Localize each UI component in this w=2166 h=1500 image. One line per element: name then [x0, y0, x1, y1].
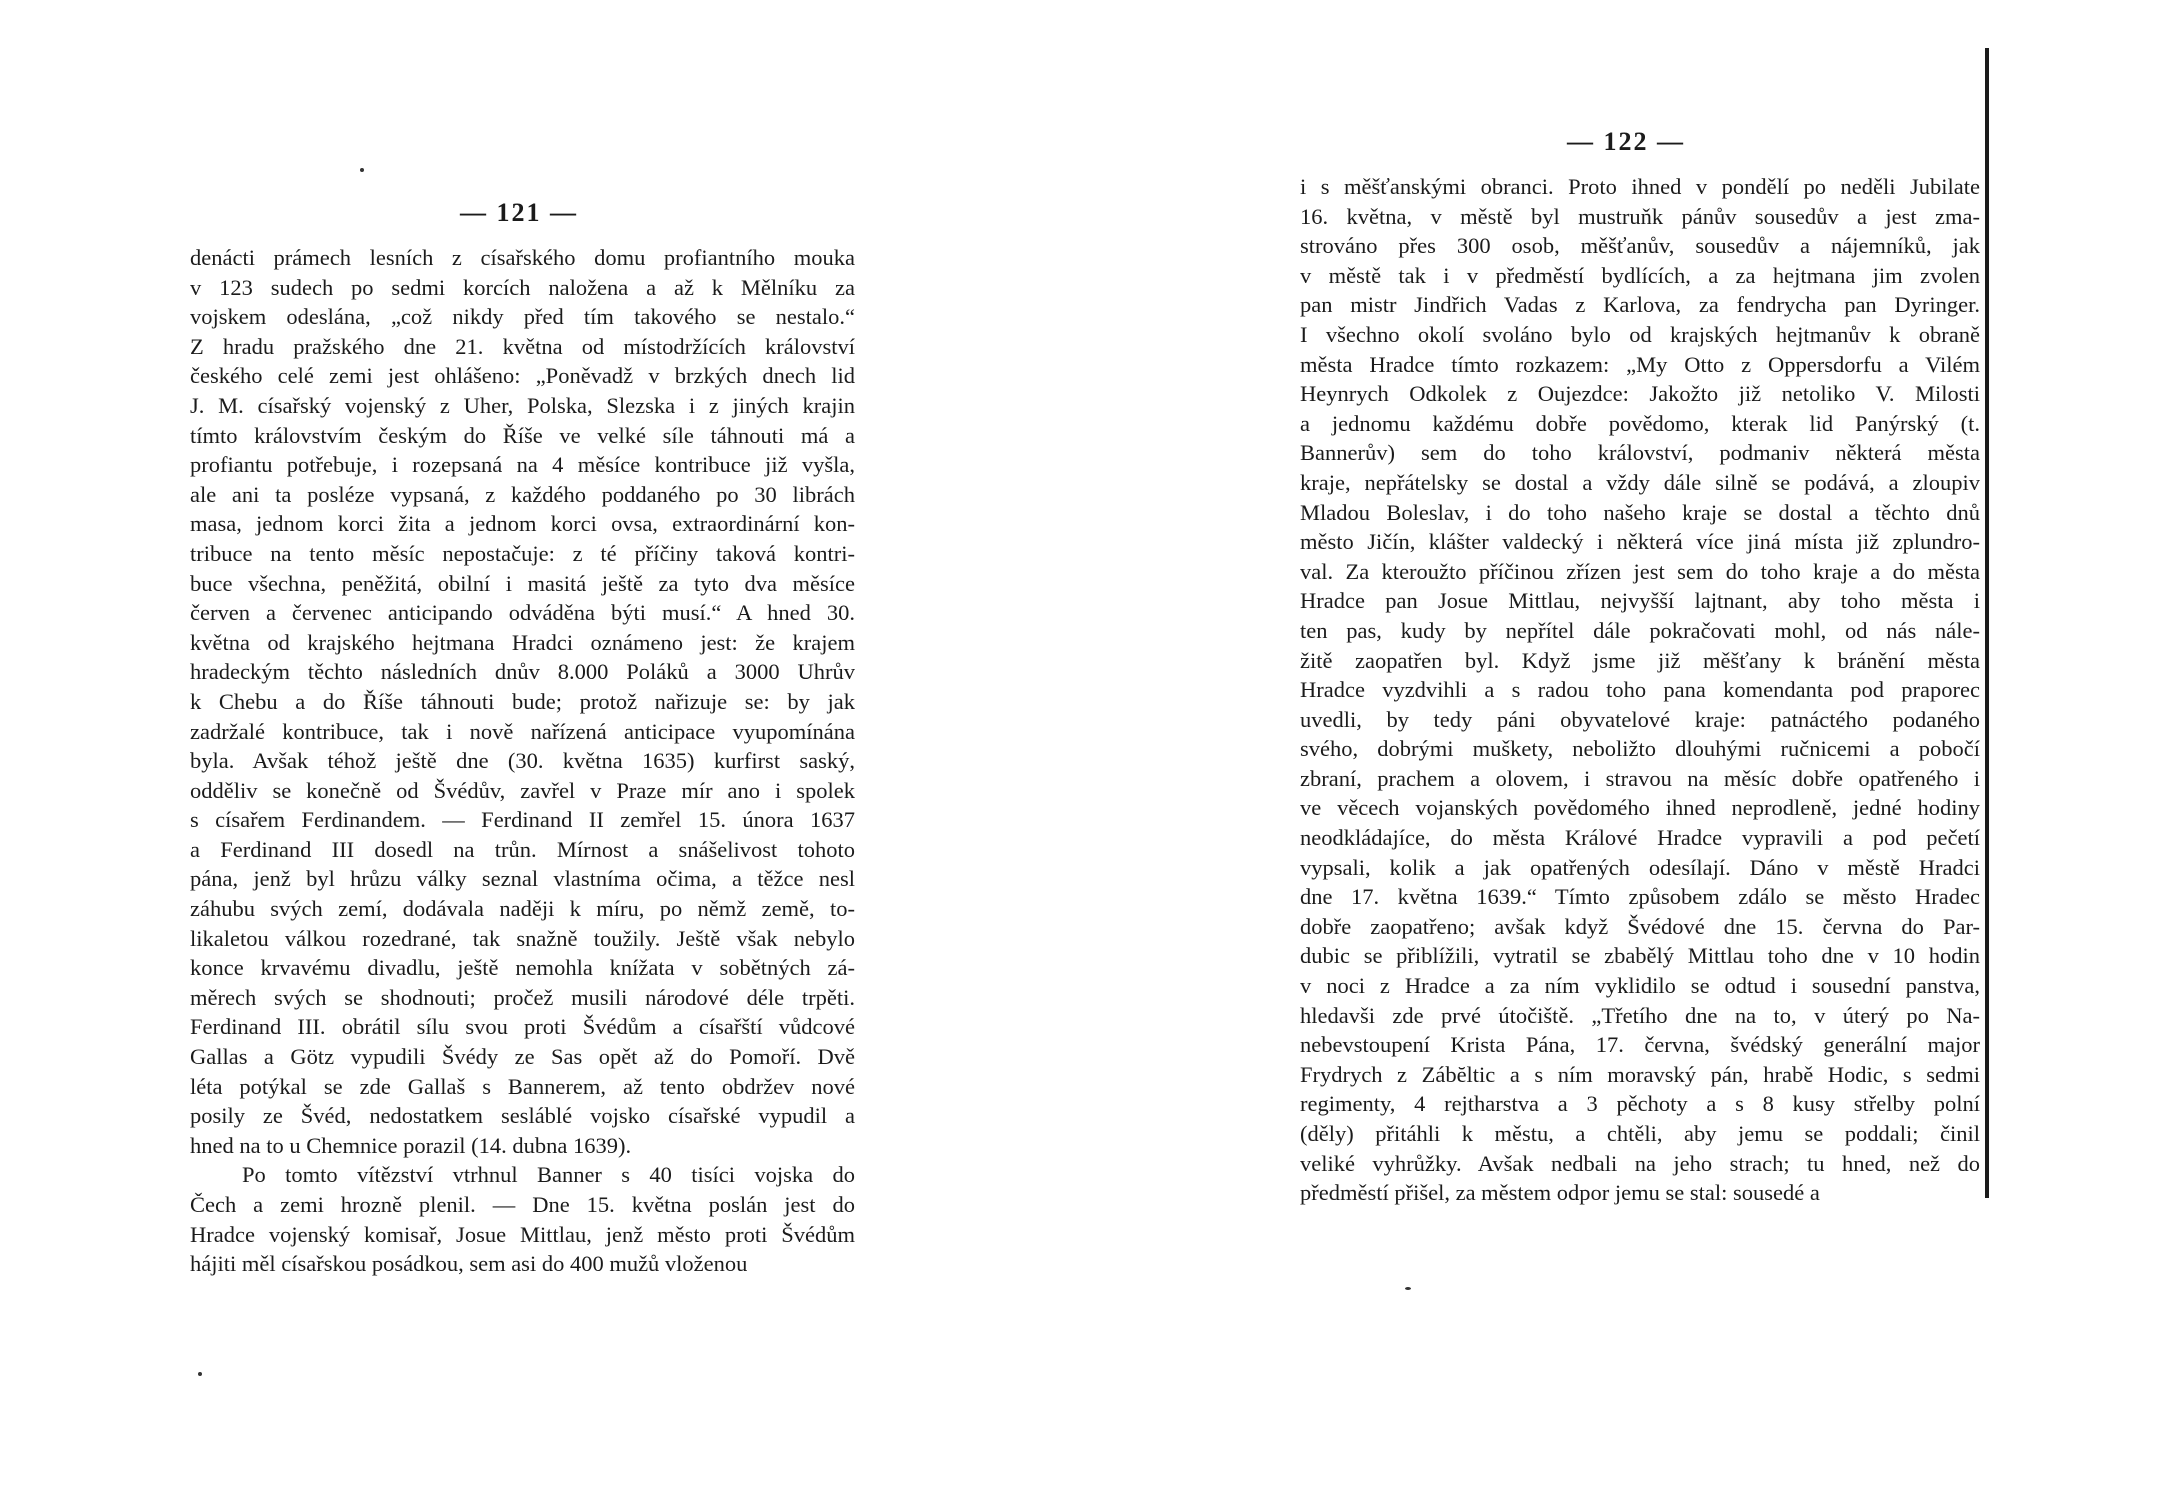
text-line: měrech svých se shodnouti; pročež musili národové déle trpěti.: [190, 984, 855, 1010]
text-line: předměstí přišel, za městem odpor jemu se stal: sousedé a: [1300, 1180, 1820, 1206]
text-line: 16. května, v městě byl mustruňk pánův sousedův a jest zma-: [1300, 203, 1980, 229]
text-line: záhubu svých zemí, dodávala naději k míru, po němž země, to-: [190, 896, 855, 922]
text-line: Hradce pan Josue Mittlau, nejvyšší lajtnant, aby toho města i: [1300, 588, 1980, 614]
text-line: Po tomto vítězství vtrhnul Banner s 40 tisíci vojska do: [242, 1162, 855, 1188]
text-line: Mladou Boleslav, i do toho našeho kraje se dostal a těchto dnů: [1300, 499, 1980, 525]
text-line: dobře zaopatřeno; avšak když Švédové dne 15. června do Par-: [1300, 913, 1980, 939]
text-line: nebevstoupení Krista Pána, 17. června, švédský generální major: [1300, 1032, 1980, 1058]
text-line: v noci z Hradce a za ním vyklidilo se odtud i sousední panstva,: [1300, 973, 1980, 999]
text-line: Gallas a Götz vypudili Švédy ze Sas opět až do Pomoří. Dvě: [190, 1044, 855, 1070]
text-line: denácti prámech lesních z císařského domu profiantního mouka: [190, 245, 855, 270]
text-line: hledavši zde prvé útočiště. „Třetího dne na to, v úterý po Na-: [1300, 1002, 1980, 1028]
text-line: i s měšťanskými obranci. Proto ihned v pondělí po neděli Jubilate: [1300, 174, 1980, 199]
text-line: likaletou válkou rozedrané, tak snažně toužily. Ještě však nebylo: [190, 925, 855, 951]
text-line: Frydrych z Zábĕltic a s ním moravský pán, hrabě Hodic, s sedmi: [1300, 1061, 1980, 1087]
text-line: strováno přes 300 osob, měšťanův, sousedův a nájemníků, jak: [1300, 233, 1980, 259]
text-line: města Hradce tímto rozkazem: „My Otto z Oppersdorfu a Vilém: [1300, 351, 1980, 377]
text-line: Bannerův) sem do toho království, podmaniv některá města: [1300, 440, 1980, 466]
text-line: Z hradu pražského dne 21. května od místodržících království: [190, 333, 855, 359]
page-number-left: — 121 —: [460, 198, 578, 227]
text-line: odděliv se konečně od Švédův, zavřel v Praze mír ano i spolek: [190, 777, 855, 803]
text-line: května od krajského hejtmana Hradci oznámeno jest: že krajem: [190, 629, 855, 655]
text-line: buce všechna, peněžitá, obilní i masitá ještě za tyto dva měsíce: [190, 570, 855, 596]
text-line: vypsali, kolik a jak opatřených odesílají. Dáno v městě Hradci: [1300, 854, 1980, 880]
text-line: pána, jenž byl hrůzu války seznal vlastníma očima, a těžce nesl: [190, 866, 855, 892]
text-line: k Chebu a do Říše táhnouti bude; protož nařizuje se: by jak: [190, 688, 855, 714]
page-number-right: — 122 —: [1567, 127, 1685, 156]
text-line: ale ani ta posléze vypsaná, z každého poddaného po 30 librách: [190, 481, 855, 507]
text-line: val. Za kteroužto příčinou zřízen jest sem do toho kraje a do města: [1300, 558, 1980, 584]
text-line: s císařem Ferdinandem. — Ferdinand II zemřel 15. února 1637: [190, 807, 855, 833]
text-line: žitě zaopatřen byl. Když jsme již měšťany k bránění města: [1300, 647, 1980, 673]
text-line: pan mistr Jindřich Vadas z Karlova, za fendrycha pan Dyringer.: [1300, 292, 1980, 318]
text-line: dubic se přiblížili, vytratil se zbabělý Mittlau toho dne v 10 hodin: [1300, 943, 1980, 969]
scan-speck: [198, 1372, 202, 1376]
text-line: veliké vyhrůžky. Avšak nedbali na jeho strach; tu hned, než do: [1300, 1150, 1980, 1176]
text-line: vojskem odeslána, „což nikdy před tím takového se nestalo.“: [190, 304, 855, 330]
left-page-text: [190, 243, 855, 1279]
text-line: ten pas, kudy by nepřítel dále pokračovati mohl, od nás nále-: [1300, 617, 1980, 643]
text-line: Heynrych Odkolek z Oujezdce: Jakožto již netoliko V. Milosti: [1300, 381, 1980, 407]
text-line: hradeckým těchto následních dnův 8.000 Poláků a 3000 Uhrův: [190, 659, 855, 685]
text-line: J. M. císařský vojenský z Uher, Polska, Slezska i z jiných krajin: [190, 392, 855, 418]
left-page: [0, 0, 1000, 1500]
right-page-text: [1300, 172, 1980, 1208]
text-line: profiantu potřebuje, i rozepsaná na 4 měsíce kontribuce již vyšla,: [190, 452, 855, 478]
text-line: (děly) přitáhli k městu, a chtěli, aby jemu se poddali; činil: [1300, 1121, 1980, 1146]
text-line: Ferdinand III. obrátil sílu svou proti Švédům a císařští vůdcové: [190, 1014, 855, 1040]
text-line: tribuce na tento měsíc nepostačuje: z té příčiny taková kontri-: [190, 540, 855, 566]
text-line: Hradce vyzdvihli a s radou toho pana komendanta pod praporec: [1300, 677, 1980, 703]
text-line: v městě tak i v předměstí bydlících, a za hejtmana jim zvolen: [1300, 262, 1980, 288]
text-line: ve věcech vojanských povědomého ihned neprodleně, jedné hodiny: [1300, 795, 1980, 821]
scan-speck: [360, 168, 364, 172]
text-line: Hradce vojenský komisař, Josue Mittlau, jenž město proti Švédům: [190, 1221, 855, 1247]
text-line: Čech a zemi hrozně plenil. — Dne 15. května poslán jest do: [190, 1192, 855, 1217]
text-line: a Ferdinand III dosedl na trůn. Mírnost a snášelivost tohoto: [190, 836, 855, 862]
text-line: uvedli, by tedy páni obyvatelové kraje: patnáctého podaného: [1300, 706, 1980, 732]
text-line: masa, jednom korci žita a jednom korci ovsa, extraordinární kon-: [190, 511, 855, 537]
text-line: zadržalé kontribuce, tak i nově nařízená anticipace vyupomínána: [190, 718, 855, 744]
text-line: neodkládajíce, do města Králové Hradce vypravili a pod pečetí: [1300, 825, 1980, 851]
text-line: tímto královstvím českým do Říše ve velké síle táhnouti má a: [190, 422, 855, 448]
scan-speck: [1405, 1287, 1411, 1290]
text-line: zbraní, prachem a olovem, i stravou na měsíc dobře opatřeného i: [1300, 765, 1980, 791]
right-page: [1300, 0, 2000, 1500]
text-line: dne 17. května 1639.“ Tímto způsobem zdálo se město Hradec: [1300, 884, 1980, 910]
text-line: léta potýkal se zde Gallaš s Bannerem, až tento obdržev nové: [190, 1073, 855, 1099]
text-line: v 123 sudech po sedmi korcích naložena a až k Mělníku za: [190, 274, 855, 300]
text-line: posily ze Švéd, nedostatkem sesláblé vojsko císařské vypudil a: [190, 1103, 855, 1129]
text-line: regimenty, 4 rejtharstva a 3 pěchoty a s 8 kusy střelby polní: [1300, 1091, 1980, 1117]
text-line: červen a červenec anticipando odváděna býti musí.“ A hned 30.: [190, 600, 855, 626]
page-edge-rule: [1985, 48, 1989, 1198]
text-line: I všechno okolí svoláno bylo od krajských hejtmanův k obraně: [1300, 321, 1980, 347]
text-line: hájiti měl císařskou posádkou, sem asi do 400 mužů vloženou: [190, 1251, 748, 1277]
text-line: město Jičín, klášter valdecký i některá více jiná místa již zplundro-: [1300, 529, 1980, 555]
text-line: českého celé zemi jest ohlášeno: „Poněvadž v brzkých dnech lid: [190, 363, 855, 389]
text-line: a jednomu každému dobře povědomo, kterak lid Panýrský (t.: [1300, 410, 1980, 436]
text-line: byla. Avšak téhož ještě dne (30. května 1635) kurfirst saský,: [190, 748, 855, 774]
text-line: svého, dobrými muškety, neboližto dlouhými ručnicemi a pobočí: [1300, 736, 1980, 762]
text-line: konce krvavému divadlu, ještě nemohla knížata v sobětných zá-: [190, 955, 855, 981]
text-line: kraje, nepřátelsky se dostal a vždy dále silně se podává, a zloupiv: [1300, 469, 1980, 495]
text-line: hned na to u Chemnice porazil (14. dubna 1639).: [190, 1132, 632, 1158]
